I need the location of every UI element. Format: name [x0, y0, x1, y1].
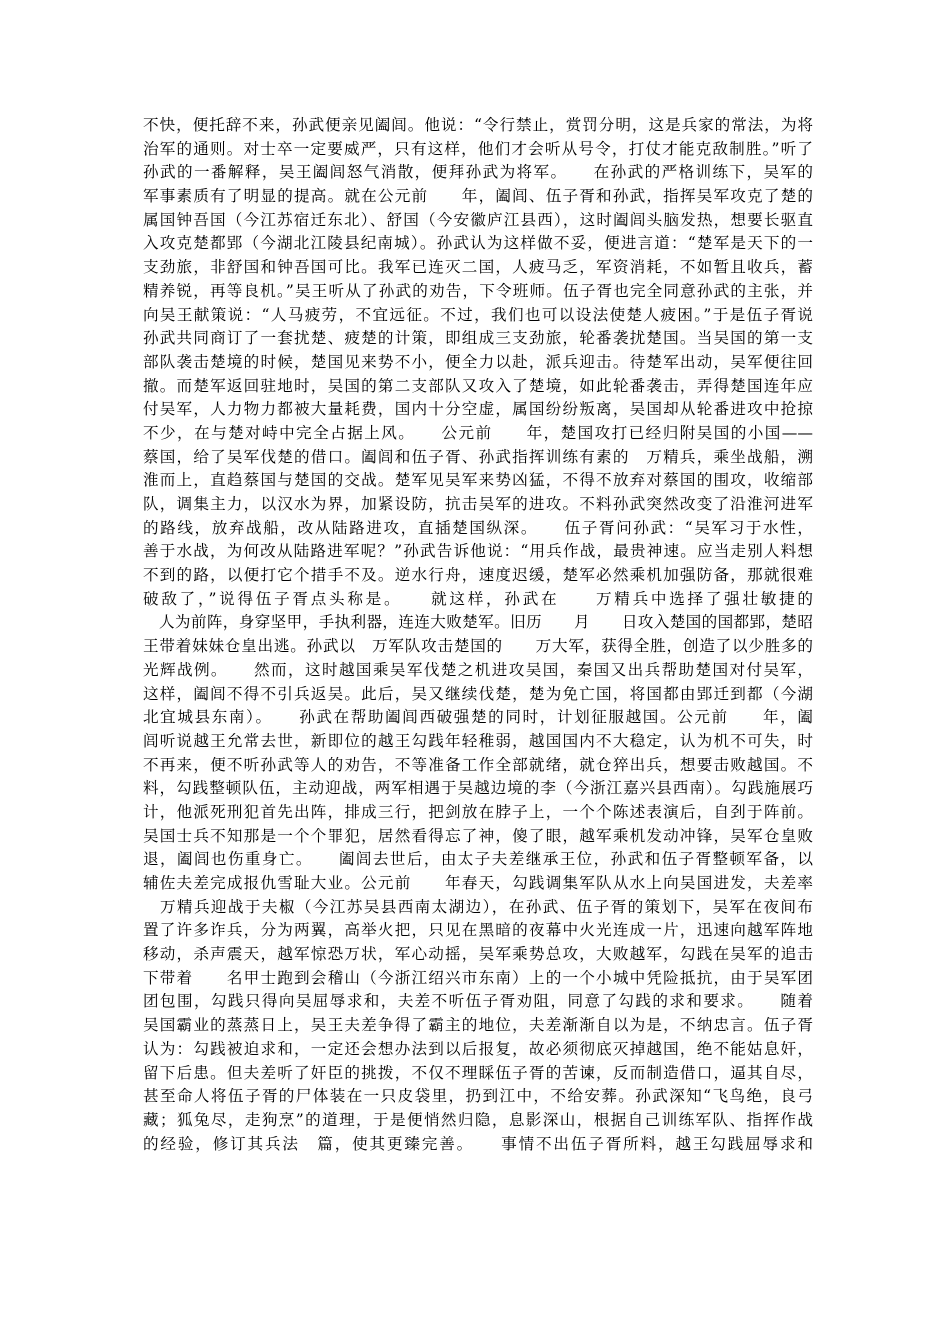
text-line: 孙武的一番解释，吴王阖闾怒气消散，便拜孙武为将军。 在孙武的严格训练下，吴军的: [143, 163, 813, 182]
text-line: 不少，在与楚对峙中完全占据上风。 公元前 年，楚国攻打已经归附吴国的小国——: [143, 423, 813, 442]
text-line: 下带着 名甲士跑到会稽山（今浙江绍兴市东南）上的一个小城中凭险抵抗，由于吴军团: [143, 968, 813, 987]
text-line: 不再来，便不听孙武等人的劝告，不等准备工作全部就绪，就仓猝出兵，想要击败越国。不: [143, 755, 813, 774]
text-line: 善于水战，为何改从陆路进军呢？”孙武告诉他说：“用兵作战，最贵神速。应当走别人料想: [143, 542, 813, 561]
text-line: 属国钟吾国（今江苏宿迁东北）、舒国（今安徽庐江县西），这时阖闾头脑发热，想要长驱直: [143, 210, 813, 229]
text-line: 淮而上，直趋蔡国与楚国的交战。楚军见吴军来势凶猛，不得不放弃对蔡国的围攻，收缩部: [143, 471, 813, 490]
text-line: 这样，阖闾不得不引兵返吴。此后，吴又继续伐楚，楚为免亡国，将国都由郢迁到都（今湖: [143, 684, 813, 703]
text-line: 移动，杀声震天，越军惊恐万状，军心动摇，吴军乘势总攻，大败越军，勾践在吴军的追击: [143, 945, 813, 964]
text-line: 甚至命人将伍子胥的尸体装在一只皮袋里，扔到江中，不给安葬。孙武深知“飞鸟绝，良弓: [143, 1087, 813, 1106]
text-line: 的路线，放弃战船，改从陆路进攻，直插楚国纵深。 伍子胥问孙武：“吴军习于水性，: [143, 518, 813, 537]
text-line: 北宜城县东南）。 孙武在帮助阖闾西破强楚的同时，计划征服越国。公元前 年，阖: [143, 708, 813, 727]
text-line: 不快，便托辞不来，孙武便亲见阖闾。他说：“令行禁止，赏罚分明，这是兵家的常法，为将: [143, 116, 813, 134]
text-line: 团包围，勾践只得向吴屈辱求和，夫差不听伍子胥劝阻，同意了勾践的求和要求。 随着: [143, 992, 813, 1011]
text-line: 光辉战例。 然而，这时越国乘吴军伐楚之机进攻吴国，秦国又出兵帮助楚国对付吴军，: [143, 660, 813, 679]
text-line: 退，阖闾也伤重身亡。 阖闾去世后，由太子夫差继承王位，孙武和伍子胥整顿军备，以: [143, 850, 813, 869]
text-line: 蔡国，给了吴军伐楚的借口。阖闾和伍子胥、孙武指挥训练有素的 万精兵，乘坐战船，溯: [143, 447, 813, 466]
text-line: 人为前阵，身穿坚甲，手执利器，连连大败楚军。旧历 月 日攻入楚国的国都郢，楚昭: [143, 613, 813, 632]
text-line: 队，调集主力，以汉水为界，加紧设防，抗击吴军的进攻。不料孙武突然改变了沿淮河进军: [143, 495, 813, 513]
text-line: 计，他派死刑犯首先出阵，排成三行，把剑放在脖子上，一个个陈述表演后，自刭于阵前。: [143, 802, 813, 821]
text-line: 藏；狐兔尽，走狗烹”的道理，于是便悄然归隐，息影深山，根据自己训练军队、指挥作战: [143, 1110, 813, 1129]
text-line: 置了许多诈兵，分为两翼，高举火把，只见在黑暗的夜幕中火光连成一片，迅速向越军阵地: [143, 921, 813, 940]
text-line: 精养锐，再等良机。”吴王听从了孙武的劝告，下令班师。伍子胥也完全同意孙武的主张，并: [143, 281, 813, 300]
text-line: 的经验，修订其兵法 篇，使其更臻完善。 事情不出伍子胥所料，越王勾践屈辱求和: [143, 1134, 813, 1153]
text-line: 向吴王献策说：“人马疲劳，不宜远征。不过，我们也可以设法使楚人疲困。”于是伍子胥说: [143, 305, 813, 324]
text-line: 破敌了，”说得伍子胥点头称是。 就这样，孙武在 万精兵中选择了强壮敏捷的: [143, 589, 813, 608]
text-line: 不到的路，以便打它个措手不及。逆水行舟，速度迟缓，楚军必然乘机加强防备，那就很难: [143, 566, 813, 585]
text-line: 撤。而楚军返回驻地时，吴国的第二支部队又攻入了楚境，如此轮番袭击，弄得楚国连年应: [143, 376, 813, 395]
text-line: 留下后患。但夫差听了奸臣的挑拨，不仅不理睬伍子胥的苦谏，反而制造借口，逼其自尽，: [143, 1063, 813, 1082]
text-line: 认为：勾践被迫求和，一定还会想办法到以后报复，故必须彻底灭掉越国，绝不能姑息奸，: [143, 1039, 813, 1058]
text-line: 料，勾践整顿队伍，主动迎战，两军相遇于吴越边境的李（今浙江嘉兴县西南）。勾践施展巧: [143, 779, 813, 798]
text-line: 万精兵迎战于夫椒（今江苏吴县西南太湖边），在孙武、伍子胥的策划下，吴军在夜间布: [143, 897, 813, 916]
document-body: [143, 114, 813, 1156]
text-line: 王带着妹妹仓皇出逃。孙武以 万军队攻击楚国的 万大军，获得全胜，创造了以少胜多的: [143, 637, 813, 656]
text-line: 吴国霸业的蒸蒸日上，吴王夫差争得了霸主的地位，夫差渐渐自以为是，不纳忠言。伍子胥: [143, 1016, 813, 1035]
text-line: 支劲旅，非舒国和钟吾国可比。我军已连灭二国，人疲马乏，军资消耗，不如暂且收兵，蓄: [143, 258, 813, 277]
text-line: 吴国士兵不知那是一个个罪犯，居然看得忘了神，傻了眼，越军乘机发动冲锋，吴军仓皇败: [143, 826, 813, 845]
text-line: 孙武共同商订了一套扰楚、疲楚的计策，即组成三支劲旅，轮番袭扰楚国。当吴国的第一支: [143, 329, 813, 348]
text-line: 闾听说越王允常去世，新即位的越王勾践年轻稚弱，越国国内不大稳定，认为机不可失，时: [143, 731, 813, 750]
text-line: 军事素质有了明显的提高。就在公元前 年，阖闾、伍子胥和孙武，指挥吴军攻克了楚的: [143, 187, 813, 206]
text-line: 辅佐夫差完成报仇雪耻大业。公元前 年春天，勾践调集军队从水上向吴国进发，夫差率: [143, 874, 813, 892]
text-line: 入攻克楚都郢（今湖北江陵县纪南城）。孙武认为这样做不妥，便进言道：“楚军是天下的一: [143, 234, 813, 253]
text-line: 治军的通则。对士卒一定要威严，只有这样，他们才会听从号令，打仗才能克敌制胜。”听了: [143, 139, 813, 158]
text-line: 部队袭击楚境的时候，楚国见来势不小，便全力以赴，派兵迎击。待楚军出动，吴军便往回: [143, 352, 813, 371]
text-line: 付吴军，人力物力都被大量耗费，国内十分空虚，属国纷纷叛离，吴国却从轮番进攻中抢掠: [143, 400, 813, 419]
